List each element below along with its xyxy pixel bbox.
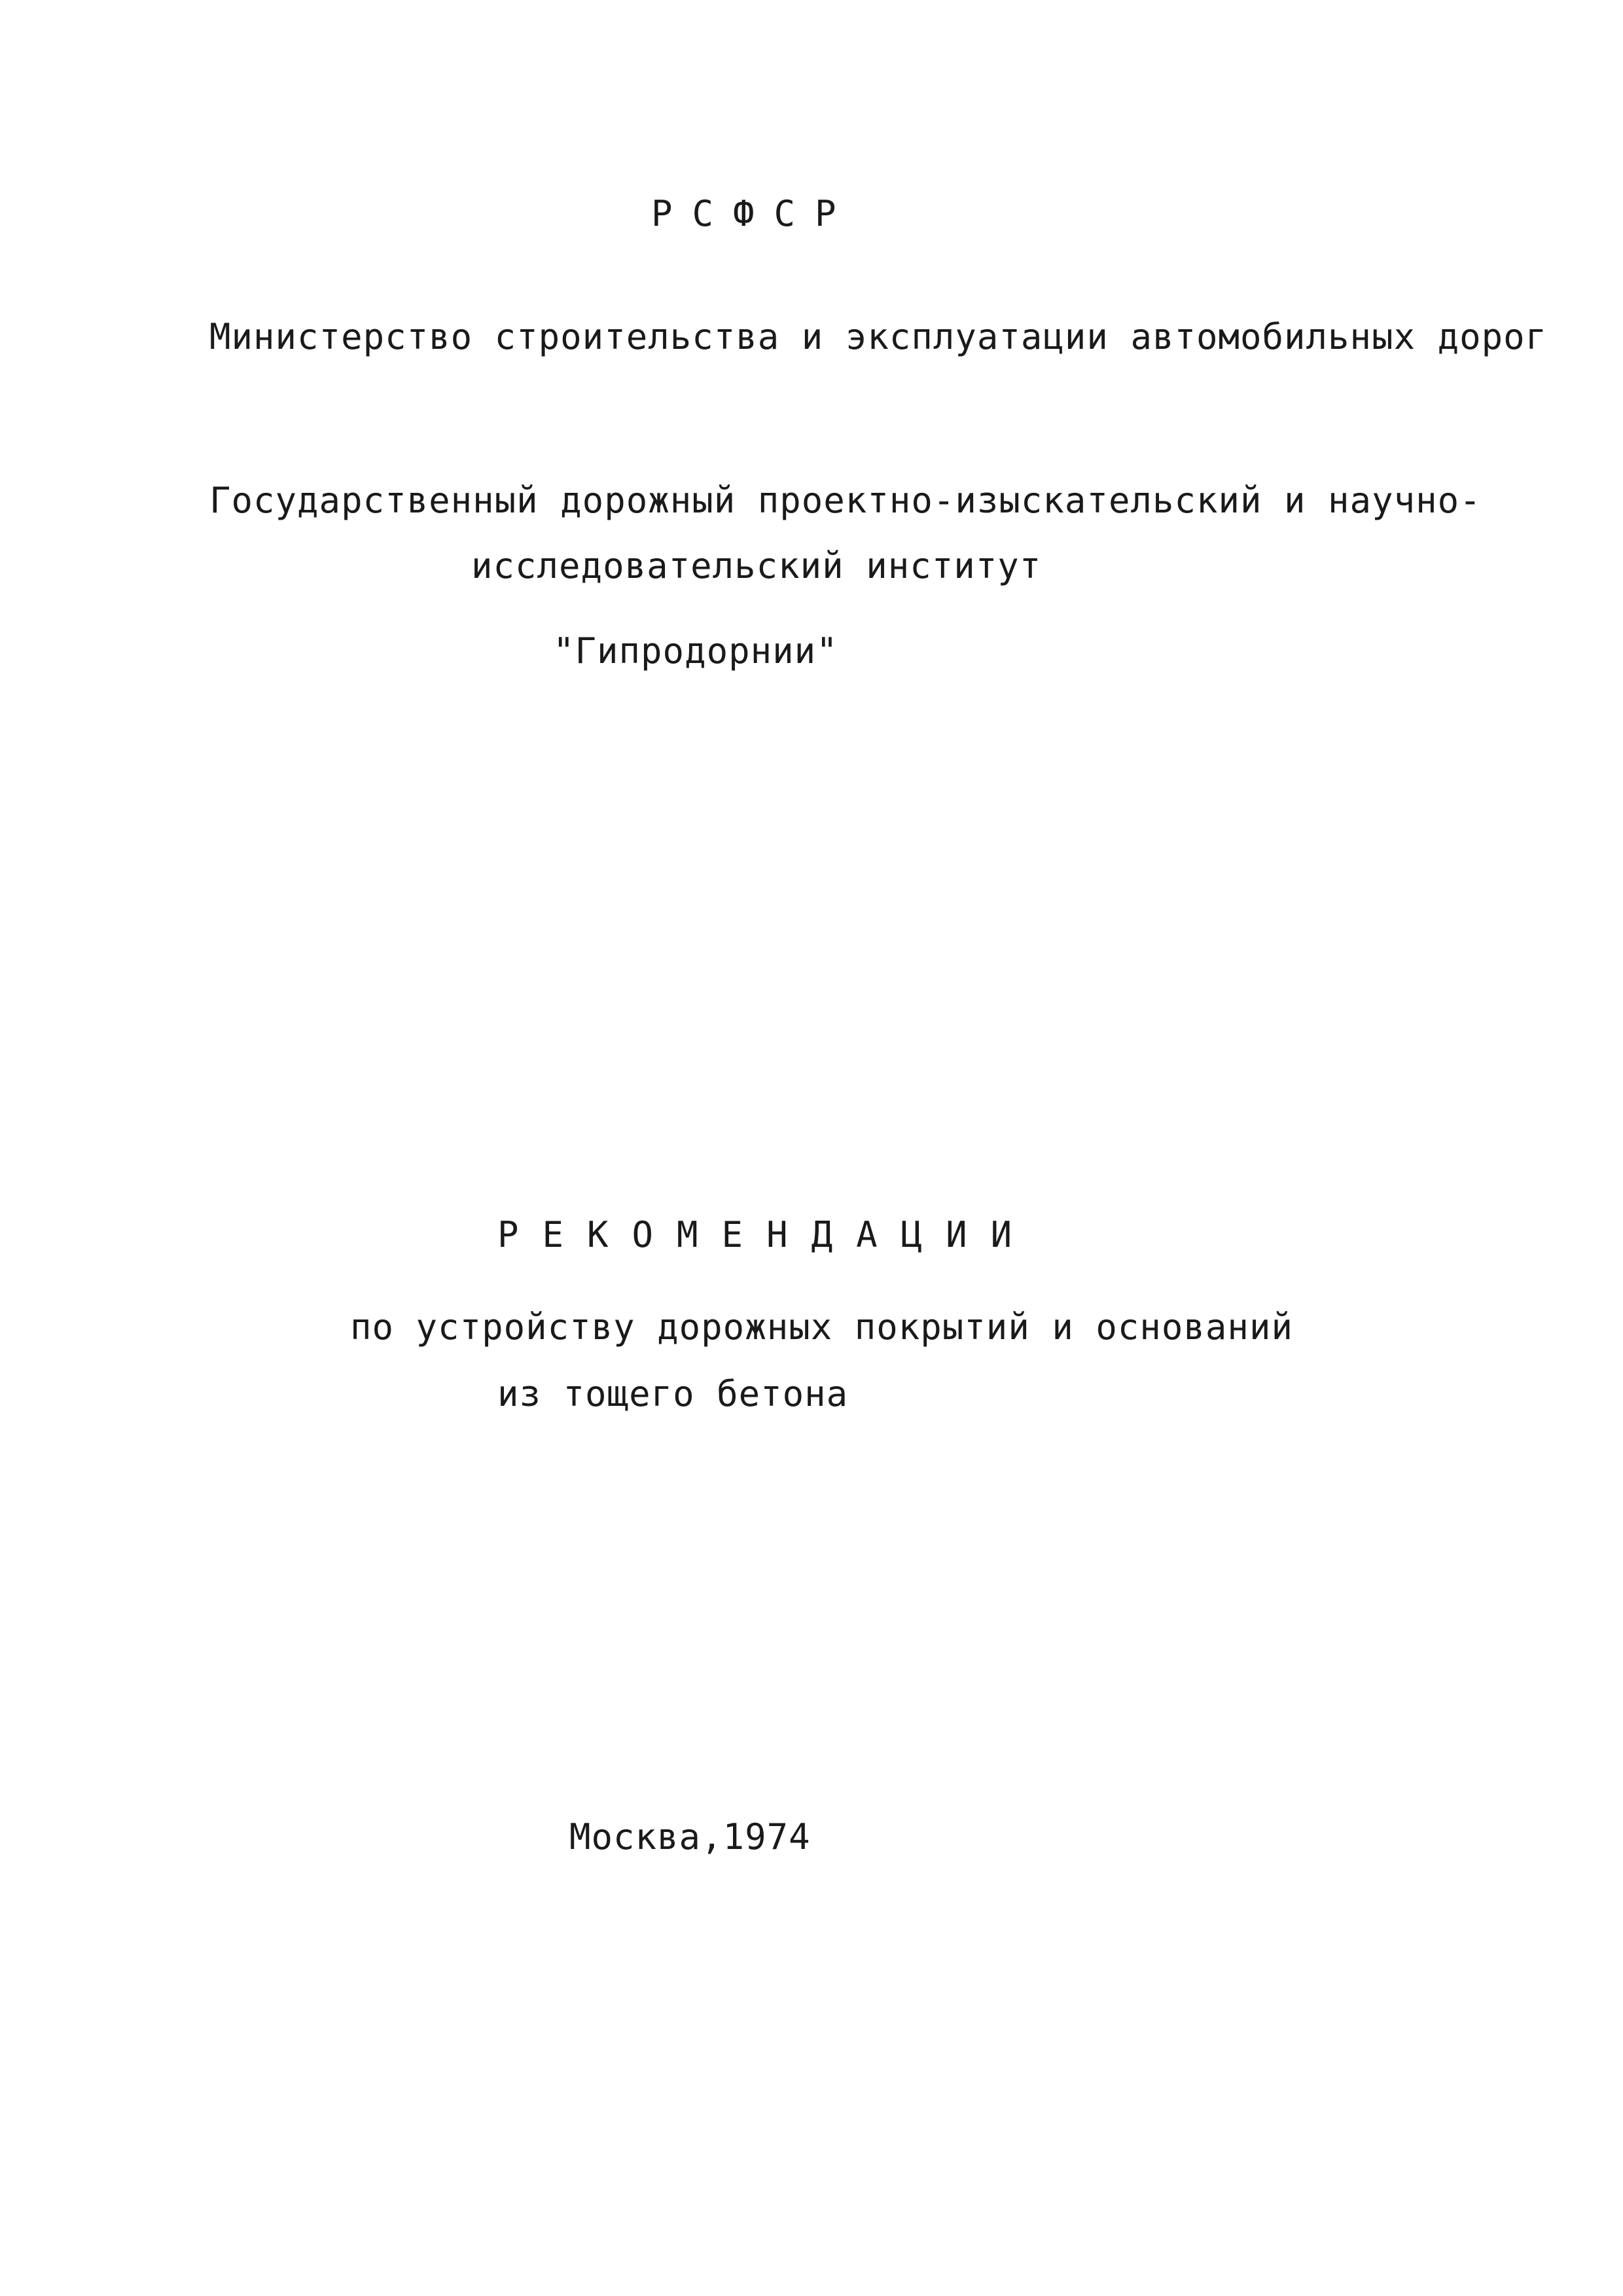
institute-name-line-1: Государственный дорожный проектно-изыскательский и научно- — [209, 480, 1482, 521]
institute-short-name: "Гипродорнии" — [553, 630, 838, 672]
institute-name-line-2: исследовательский институт — [471, 545, 1042, 586]
document-type-title: РЕКОМЕНДАЦИИ — [497, 1214, 1036, 1255]
document-subtitle-line-1: по устройству дорожных покрытий и оснований — [350, 1306, 1293, 1348]
ministry-name: Министерство строительства и эксплуатации автомобильных дорог — [209, 316, 1548, 357]
country-heading: РСФСР — [651, 193, 856, 234]
document-subtitle-line-2: из тощего бетона — [497, 1373, 849, 1414]
place-and-year: Москва,1974 — [569, 1816, 811, 1857]
